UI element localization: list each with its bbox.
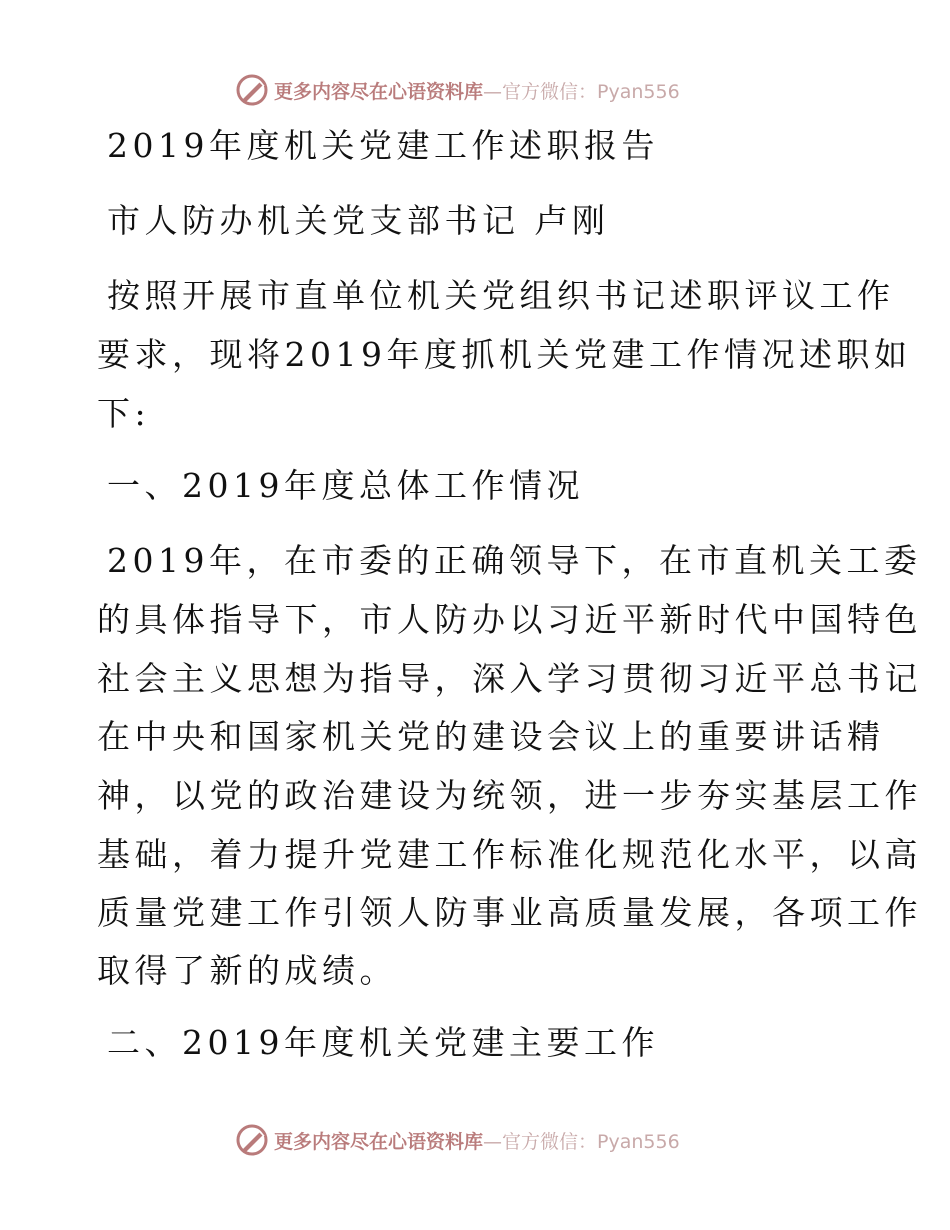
watermark-text: [274, 77, 680, 104]
section1-line: 的具体指导下，市人防办以习近平新时代中国特色: [97, 600, 922, 639]
document-title: 2019年度机关党建工作述职报告: [107, 126, 659, 165]
section1-line: 质量党建工作引领人防事业高质量发展，各项工作: [97, 893, 922, 932]
watermark-id: Pyan556: [597, 80, 680, 103]
intro-line: 下:: [97, 394, 151, 433]
author-line: 市人防办机关党支部书记 卢刚: [107, 201, 610, 240]
section1-line: 基础，着力提升党建工作标准化规范化水平，以高: [97, 835, 922, 874]
watermark-footer: [234, 1122, 680, 1158]
intro-line: 要求，现将2019年度抓机关党建工作情况述职如: [97, 335, 912, 374]
section1-line: 2019年，在市委的正确领导下，在市直机关工委: [107, 541, 922, 580]
pen-logo-icon: [234, 72, 270, 108]
section1-line: 在中央和国家机关党的建设会议上的重要讲话精: [97, 717, 885, 756]
watermark-id: Pyan556: [597, 1130, 680, 1153]
section1-heading: 一、2019年度总体工作情况: [107, 466, 584, 505]
section1-line: 神，以党的政治建设为统领，进一步夯实基层工作: [97, 776, 922, 815]
pen-logo-icon: [234, 1122, 270, 1158]
watermark-text: [274, 1127, 680, 1154]
watermark-header: [234, 72, 680, 108]
section1-line: 取得了新的成绩。: [97, 951, 397, 990]
section1-line: 社会主义思想为指导，深入学习贯彻习近平总书记: [97, 659, 922, 698]
watermark-main: 更多内容尽在心语资料库: [274, 1130, 484, 1153]
watermark-dash: —官方微信：: [483, 80, 598, 103]
watermark-main: 更多内容尽在心语资料库: [274, 80, 484, 103]
intro-line: 按照开展市直单位机关党组织书记述职评议工作: [107, 276, 895, 315]
section2-heading: 二、2019年度机关党建主要工作: [107, 1023, 659, 1062]
watermark-dash: —官方微信：: [483, 1130, 598, 1153]
